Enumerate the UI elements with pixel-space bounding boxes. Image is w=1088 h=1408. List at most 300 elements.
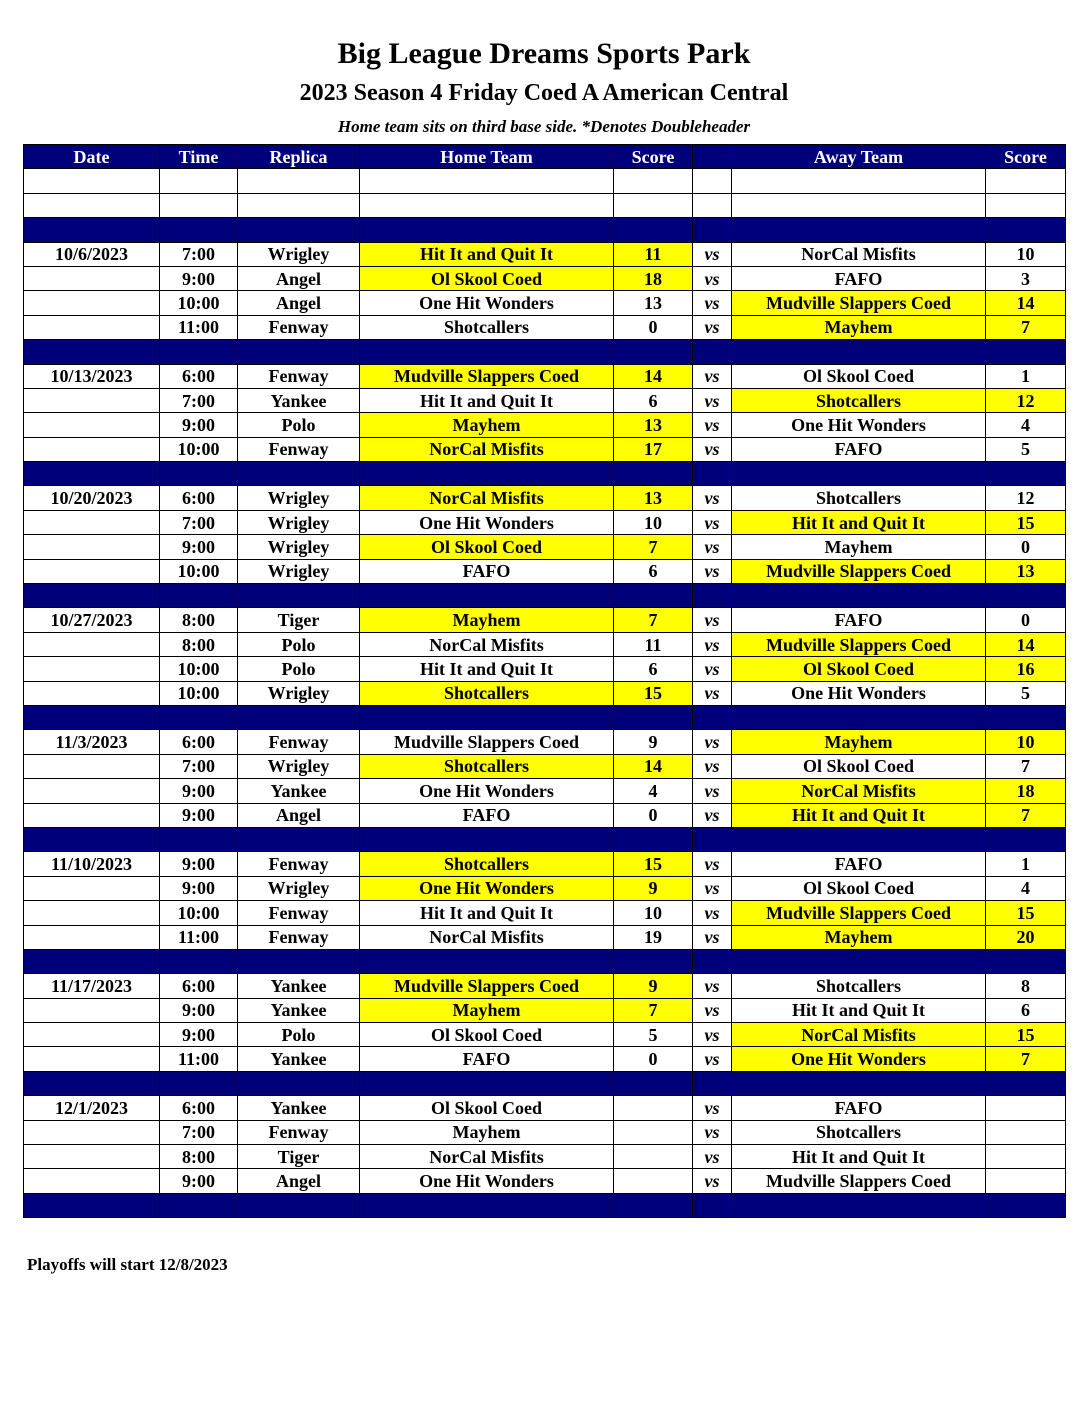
away-score-cell: 7 bbox=[986, 803, 1066, 827]
time-cell: 9:00 bbox=[160, 876, 238, 900]
away-score-cell: 12 bbox=[986, 486, 1066, 510]
away-team-cell: Shotcallers bbox=[732, 388, 986, 412]
field-cell: Yankee bbox=[238, 1047, 360, 1071]
game-row bbox=[24, 974, 1066, 998]
away-score-cell: 18 bbox=[986, 779, 1066, 803]
col-header-date: Date bbox=[24, 145, 160, 169]
separator-cell bbox=[24, 705, 160, 729]
field-cell: Yankee bbox=[238, 779, 360, 803]
time-cell: 9:00 bbox=[160, 1023, 238, 1047]
home-score-cell bbox=[614, 1145, 693, 1169]
vs-cell: vs bbox=[693, 803, 732, 827]
vs-cell: vs bbox=[693, 266, 732, 290]
separator-cell bbox=[24, 1071, 160, 1095]
home-team-cell: NorCal Misfits bbox=[360, 632, 614, 656]
game-row bbox=[24, 315, 1066, 339]
away-team-cell: One Hit Wonders bbox=[732, 413, 986, 437]
date-cell bbox=[24, 803, 160, 827]
field-cell: Fenway bbox=[238, 315, 360, 339]
time-cell: 7:00 bbox=[160, 388, 238, 412]
blank-cell bbox=[238, 193, 360, 217]
away-team-cell: Shotcallers bbox=[732, 1120, 986, 1144]
separator-cell bbox=[160, 584, 238, 608]
home-score-cell: 5 bbox=[614, 1023, 693, 1047]
home-team-cell: Ol Skool Coed bbox=[360, 1023, 614, 1047]
vs-cell: vs bbox=[693, 1120, 732, 1144]
col-header-home-team: Home Team bbox=[360, 145, 614, 169]
date-cell bbox=[24, 535, 160, 559]
vs-cell: vs bbox=[693, 315, 732, 339]
col-header-time: Time bbox=[160, 145, 238, 169]
separator-cell bbox=[24, 949, 160, 973]
separator-cell bbox=[24, 827, 160, 851]
home-team-cell: Mayhem bbox=[360, 413, 614, 437]
field-cell: Tiger bbox=[238, 1145, 360, 1169]
blank-cell bbox=[986, 193, 1066, 217]
home-score-cell: 0 bbox=[614, 1047, 693, 1071]
week-separator-row bbox=[24, 584, 1066, 608]
date-cell bbox=[24, 779, 160, 803]
away-score-cell bbox=[986, 1096, 1066, 1120]
game-row bbox=[24, 1023, 1066, 1047]
date-cell: 10/20/2023 bbox=[24, 486, 160, 510]
home-score-cell: 17 bbox=[614, 437, 693, 461]
field-cell: Angel bbox=[238, 1169, 360, 1193]
field-cell: Polo bbox=[238, 1023, 360, 1047]
away-team-cell: FAFO bbox=[732, 437, 986, 461]
blank-cell bbox=[360, 169, 614, 193]
away-team-cell: Shotcallers bbox=[732, 486, 986, 510]
home-team-cell: NorCal Misfits bbox=[360, 1145, 614, 1169]
time-cell: 10:00 bbox=[160, 657, 238, 681]
time-cell: 9:00 bbox=[160, 852, 238, 876]
separator-cell bbox=[693, 340, 732, 364]
away-score-cell: 3 bbox=[986, 266, 1066, 290]
home-team-cell: Shotcallers bbox=[360, 852, 614, 876]
vs-cell: vs bbox=[693, 901, 732, 925]
col-header-away-team: Away Team bbox=[732, 145, 986, 169]
vs-cell: vs bbox=[693, 242, 732, 266]
time-cell: 11:00 bbox=[160, 315, 238, 339]
vs-cell: vs bbox=[693, 779, 732, 803]
away-score-cell: 10 bbox=[986, 242, 1066, 266]
home-score-cell: 15 bbox=[614, 852, 693, 876]
time-cell: 6:00 bbox=[160, 1096, 238, 1120]
field-cell: Wrigley bbox=[238, 876, 360, 900]
date-cell: 11/3/2023 bbox=[24, 730, 160, 754]
vs-cell: vs bbox=[693, 437, 732, 461]
home-team-cell: FAFO bbox=[360, 559, 614, 583]
home-score-cell bbox=[614, 1096, 693, 1120]
away-score-cell: 0 bbox=[986, 608, 1066, 632]
home-team-cell: Mudville Slappers Coed bbox=[360, 974, 614, 998]
game-row bbox=[24, 510, 1066, 534]
home-team-cell: Ol Skool Coed bbox=[360, 1096, 614, 1120]
field-cell: Fenway bbox=[238, 901, 360, 925]
away-score-cell bbox=[986, 1120, 1066, 1144]
away-team-cell: Mudville Slappers Coed bbox=[732, 901, 986, 925]
separator-cell bbox=[693, 827, 732, 851]
vs-cell: vs bbox=[693, 510, 732, 534]
date-cell: 10/13/2023 bbox=[24, 364, 160, 388]
home-team-cell: One Hit Wonders bbox=[360, 510, 614, 534]
away-score-cell: 7 bbox=[986, 754, 1066, 778]
field-cell: Fenway bbox=[238, 730, 360, 754]
away-score-cell bbox=[986, 1169, 1066, 1193]
col-header-home-score: Score bbox=[614, 145, 693, 169]
home-score-cell: 10 bbox=[614, 901, 693, 925]
separator-cell bbox=[360, 218, 614, 242]
away-score-cell: 1 bbox=[986, 852, 1066, 876]
game-row bbox=[24, 852, 1066, 876]
home-score-cell: 10 bbox=[614, 510, 693, 534]
separator-cell bbox=[732, 462, 986, 486]
home-score-cell: 7 bbox=[614, 535, 693, 559]
home-score-cell: 11 bbox=[614, 632, 693, 656]
away-team-cell: NorCal Misfits bbox=[732, 242, 986, 266]
home-team-cell: Mayhem bbox=[360, 608, 614, 632]
home-team-cell: Hit It and Quit It bbox=[360, 242, 614, 266]
separator-cell bbox=[614, 340, 693, 364]
game-row bbox=[24, 559, 1066, 583]
vs-cell: vs bbox=[693, 1023, 732, 1047]
home-team-cell: NorCal Misfits bbox=[360, 486, 614, 510]
vs-cell: vs bbox=[693, 608, 732, 632]
away-score-cell: 1 bbox=[986, 364, 1066, 388]
game-row bbox=[24, 632, 1066, 656]
field-cell: Wrigley bbox=[238, 681, 360, 705]
separator-cell bbox=[693, 949, 732, 973]
away-score-cell: 8 bbox=[986, 974, 1066, 998]
separator-cell bbox=[24, 462, 160, 486]
date-cell bbox=[24, 681, 160, 705]
time-cell: 10:00 bbox=[160, 291, 238, 315]
separator-cell bbox=[360, 340, 614, 364]
vs-cell: vs bbox=[693, 974, 732, 998]
time-cell: 6:00 bbox=[160, 486, 238, 510]
blank-cell bbox=[614, 193, 693, 217]
time-cell: 10:00 bbox=[160, 437, 238, 461]
away-team-cell: Hit It and Quit It bbox=[732, 998, 986, 1022]
field-cell: Polo bbox=[238, 657, 360, 681]
game-row bbox=[24, 779, 1066, 803]
date-cell bbox=[24, 925, 160, 949]
schedule-body bbox=[24, 169, 1066, 1218]
week-separator-row bbox=[24, 462, 1066, 486]
date-cell bbox=[24, 1120, 160, 1144]
home-team-cell: Shotcallers bbox=[360, 681, 614, 705]
game-row bbox=[24, 1120, 1066, 1144]
vs-cell: vs bbox=[693, 535, 732, 559]
away-score-cell: 14 bbox=[986, 291, 1066, 315]
game-row bbox=[24, 998, 1066, 1022]
separator-cell bbox=[614, 1071, 693, 1095]
field-cell: Wrigley bbox=[238, 486, 360, 510]
field-cell: Fenway bbox=[238, 925, 360, 949]
date-cell bbox=[24, 1145, 160, 1169]
field-cell: Angel bbox=[238, 266, 360, 290]
game-row bbox=[24, 1145, 1066, 1169]
home-score-cell: 18 bbox=[614, 266, 693, 290]
away-team-cell: FAFO bbox=[732, 1096, 986, 1120]
away-team-cell: FAFO bbox=[732, 852, 986, 876]
away-team-cell: Mudville Slappers Coed bbox=[732, 632, 986, 656]
field-cell: Yankee bbox=[238, 974, 360, 998]
date-cell: 10/6/2023 bbox=[24, 242, 160, 266]
away-team-cell: Shotcallers bbox=[732, 974, 986, 998]
separator-cell bbox=[160, 462, 238, 486]
blank-cell bbox=[360, 193, 614, 217]
home-score-cell: 0 bbox=[614, 315, 693, 339]
time-cell: 6:00 bbox=[160, 730, 238, 754]
time-cell: 9:00 bbox=[160, 413, 238, 437]
separator-cell bbox=[238, 462, 360, 486]
field-cell: Wrigley bbox=[238, 754, 360, 778]
separator-cell bbox=[986, 1071, 1066, 1095]
game-row bbox=[24, 876, 1066, 900]
separator-cell bbox=[24, 340, 160, 364]
game-row bbox=[24, 925, 1066, 949]
time-cell: 9:00 bbox=[160, 266, 238, 290]
separator-cell bbox=[160, 827, 238, 851]
time-cell: 9:00 bbox=[160, 998, 238, 1022]
vs-cell: vs bbox=[693, 559, 732, 583]
time-cell: 10:00 bbox=[160, 681, 238, 705]
field-cell: Angel bbox=[238, 803, 360, 827]
home-score-cell: 19 bbox=[614, 925, 693, 949]
week-separator-row bbox=[24, 949, 1066, 973]
page-title: Big League Dreams Sports Park bbox=[337, 37, 751, 70]
time-cell: 11:00 bbox=[160, 1047, 238, 1071]
date-cell bbox=[24, 1023, 160, 1047]
field-cell: Tiger bbox=[238, 608, 360, 632]
field-cell: Wrigley bbox=[238, 535, 360, 559]
game-row bbox=[24, 535, 1066, 559]
blank-cell bbox=[693, 193, 732, 217]
blank-cell bbox=[732, 193, 986, 217]
home-score-cell: 6 bbox=[614, 657, 693, 681]
away-team-cell: Mayhem bbox=[732, 315, 986, 339]
date-cell bbox=[24, 754, 160, 778]
time-cell: 8:00 bbox=[160, 632, 238, 656]
separator-cell bbox=[693, 1193, 732, 1217]
date-cell: 12/1/2023 bbox=[24, 1096, 160, 1120]
separator-cell bbox=[732, 1193, 986, 1217]
blank-cell bbox=[160, 169, 238, 193]
game-row bbox=[24, 437, 1066, 461]
separator-cell bbox=[614, 949, 693, 973]
date-cell bbox=[24, 437, 160, 461]
vs-cell: vs bbox=[693, 1096, 732, 1120]
game-row bbox=[24, 730, 1066, 754]
away-score-cell bbox=[986, 1145, 1066, 1169]
home-team-cell: Mudville Slappers Coed bbox=[360, 730, 614, 754]
date-cell bbox=[24, 266, 160, 290]
blank-row bbox=[24, 169, 1066, 193]
home-score-cell: 14 bbox=[614, 364, 693, 388]
col-header-replica: Replica bbox=[238, 145, 360, 169]
away-score-cell: 15 bbox=[986, 901, 1066, 925]
page-subtitle: 2023 Season 4 Friday Coed A American Central bbox=[299, 80, 789, 106]
home-team-cell: NorCal Misfits bbox=[360, 925, 614, 949]
field-cell: Polo bbox=[238, 413, 360, 437]
home-score-cell: 15 bbox=[614, 681, 693, 705]
field-cell: Polo bbox=[238, 632, 360, 656]
vs-cell: vs bbox=[693, 657, 732, 681]
home-team-cell: One Hit Wonders bbox=[360, 1169, 614, 1193]
separator-cell bbox=[160, 1071, 238, 1095]
separator-cell bbox=[160, 218, 238, 242]
time-cell: 9:00 bbox=[160, 779, 238, 803]
away-team-cell: FAFO bbox=[732, 266, 986, 290]
blank-cell bbox=[238, 169, 360, 193]
home-score-cell: 13 bbox=[614, 413, 693, 437]
away-team-cell: One Hit Wonders bbox=[732, 681, 986, 705]
away-team-cell: Hit It and Quit It bbox=[732, 510, 986, 534]
vs-cell: vs bbox=[693, 1145, 732, 1169]
week-separator-row bbox=[24, 1071, 1066, 1095]
away-score-cell: 4 bbox=[986, 876, 1066, 900]
separator-cell bbox=[614, 827, 693, 851]
away-score-cell: 7 bbox=[986, 1047, 1066, 1071]
field-cell: Fenway bbox=[238, 364, 360, 388]
time-cell: 9:00 bbox=[160, 535, 238, 559]
separator-cell bbox=[732, 340, 986, 364]
separator-cell bbox=[693, 705, 732, 729]
col-header-away-score: Score bbox=[986, 145, 1066, 169]
time-cell: 10:00 bbox=[160, 901, 238, 925]
separator-cell bbox=[238, 705, 360, 729]
separator-cell bbox=[360, 949, 614, 973]
vs-cell: vs bbox=[693, 364, 732, 388]
separator-cell bbox=[360, 1193, 614, 1217]
game-row bbox=[24, 803, 1066, 827]
separator-cell bbox=[986, 949, 1066, 973]
away-score-cell: 14 bbox=[986, 632, 1066, 656]
home-team-cell: One Hit Wonders bbox=[360, 779, 614, 803]
vs-cell: vs bbox=[693, 413, 732, 437]
vs-cell: vs bbox=[693, 876, 732, 900]
vs-cell: vs bbox=[693, 681, 732, 705]
home-score-cell: 7 bbox=[614, 998, 693, 1022]
date-cell bbox=[24, 632, 160, 656]
game-row bbox=[24, 486, 1066, 510]
game-row bbox=[24, 754, 1066, 778]
separator-cell bbox=[614, 584, 693, 608]
separator-cell bbox=[24, 1193, 160, 1217]
separator-cell bbox=[732, 705, 986, 729]
game-row bbox=[24, 1047, 1066, 1071]
away-score-cell: 0 bbox=[986, 535, 1066, 559]
blank-cell bbox=[732, 169, 986, 193]
away-score-cell: 7 bbox=[986, 315, 1066, 339]
game-row bbox=[24, 608, 1066, 632]
game-row bbox=[24, 242, 1066, 266]
game-row bbox=[24, 388, 1066, 412]
table-header-row bbox=[24, 145, 1066, 169]
home-team-cell: One Hit Wonders bbox=[360, 876, 614, 900]
time-cell: 8:00 bbox=[160, 1145, 238, 1169]
vs-cell: vs bbox=[693, 486, 732, 510]
away-team-cell: One Hit Wonders bbox=[732, 1047, 986, 1071]
vs-cell: vs bbox=[693, 852, 732, 876]
home-team-cell: Hit It and Quit It bbox=[360, 901, 614, 925]
separator-cell bbox=[360, 827, 614, 851]
separator-cell bbox=[360, 1071, 614, 1095]
time-cell: 8:00 bbox=[160, 608, 238, 632]
separator-cell bbox=[732, 218, 986, 242]
home-score-cell bbox=[614, 1120, 693, 1144]
date-cell: 11/17/2023 bbox=[24, 974, 160, 998]
separator-cell bbox=[732, 1071, 986, 1095]
time-cell: 7:00 bbox=[160, 754, 238, 778]
home-score-cell: 13 bbox=[614, 291, 693, 315]
time-cell: 7:00 bbox=[160, 1120, 238, 1144]
away-team-cell: Mayhem bbox=[732, 535, 986, 559]
blank-cell bbox=[160, 193, 238, 217]
field-cell: Fenway bbox=[238, 437, 360, 461]
field-cell: Yankee bbox=[238, 1096, 360, 1120]
away-team-cell: NorCal Misfits bbox=[732, 1023, 986, 1047]
separator-cell bbox=[160, 705, 238, 729]
separator-cell bbox=[24, 584, 160, 608]
home-team-cell: Mayhem bbox=[360, 1120, 614, 1144]
blank-cell bbox=[693, 169, 732, 193]
home-score-cell: 6 bbox=[614, 388, 693, 412]
separator-cell bbox=[693, 218, 732, 242]
away-team-cell: FAFO bbox=[732, 608, 986, 632]
date-cell bbox=[24, 291, 160, 315]
game-row bbox=[24, 266, 1066, 290]
field-cell: Wrigley bbox=[238, 559, 360, 583]
vs-cell: vs bbox=[693, 388, 732, 412]
game-row bbox=[24, 681, 1066, 705]
away-score-cell: 6 bbox=[986, 998, 1066, 1022]
separator-cell bbox=[160, 340, 238, 364]
away-team-cell: Mudville Slappers Coed bbox=[732, 291, 986, 315]
week-separator-row bbox=[24, 340, 1066, 364]
field-cell: Wrigley bbox=[238, 242, 360, 266]
col-header-vs bbox=[693, 145, 732, 169]
blank-cell bbox=[986, 169, 1066, 193]
time-cell: 7:00 bbox=[160, 242, 238, 266]
separator-cell bbox=[614, 462, 693, 486]
home-score-cell: 9 bbox=[614, 730, 693, 754]
time-cell: 10:00 bbox=[160, 559, 238, 583]
home-team-cell: Mayhem bbox=[360, 998, 614, 1022]
date-cell bbox=[24, 657, 160, 681]
field-cell: Yankee bbox=[238, 388, 360, 412]
away-team-cell: Mayhem bbox=[732, 925, 986, 949]
separator-cell bbox=[986, 218, 1066, 242]
separator-cell bbox=[614, 218, 693, 242]
separator-cell bbox=[160, 949, 238, 973]
separator-cell bbox=[614, 1193, 693, 1217]
game-row bbox=[24, 364, 1066, 388]
field-cell: Wrigley bbox=[238, 510, 360, 534]
home-score-cell: 14 bbox=[614, 754, 693, 778]
schedule-table bbox=[23, 144, 1066, 1218]
date-cell: 11/10/2023 bbox=[24, 852, 160, 876]
vs-cell: vs bbox=[693, 754, 732, 778]
game-row bbox=[24, 413, 1066, 437]
separator-cell bbox=[693, 584, 732, 608]
date-cell bbox=[24, 1169, 160, 1193]
separator-cell bbox=[238, 1071, 360, 1095]
home-score-cell: 0 bbox=[614, 803, 693, 827]
time-cell: 7:00 bbox=[160, 510, 238, 534]
schedule-note: Home team sits on third base side. *Denotes Doubleheader bbox=[337, 117, 751, 136]
